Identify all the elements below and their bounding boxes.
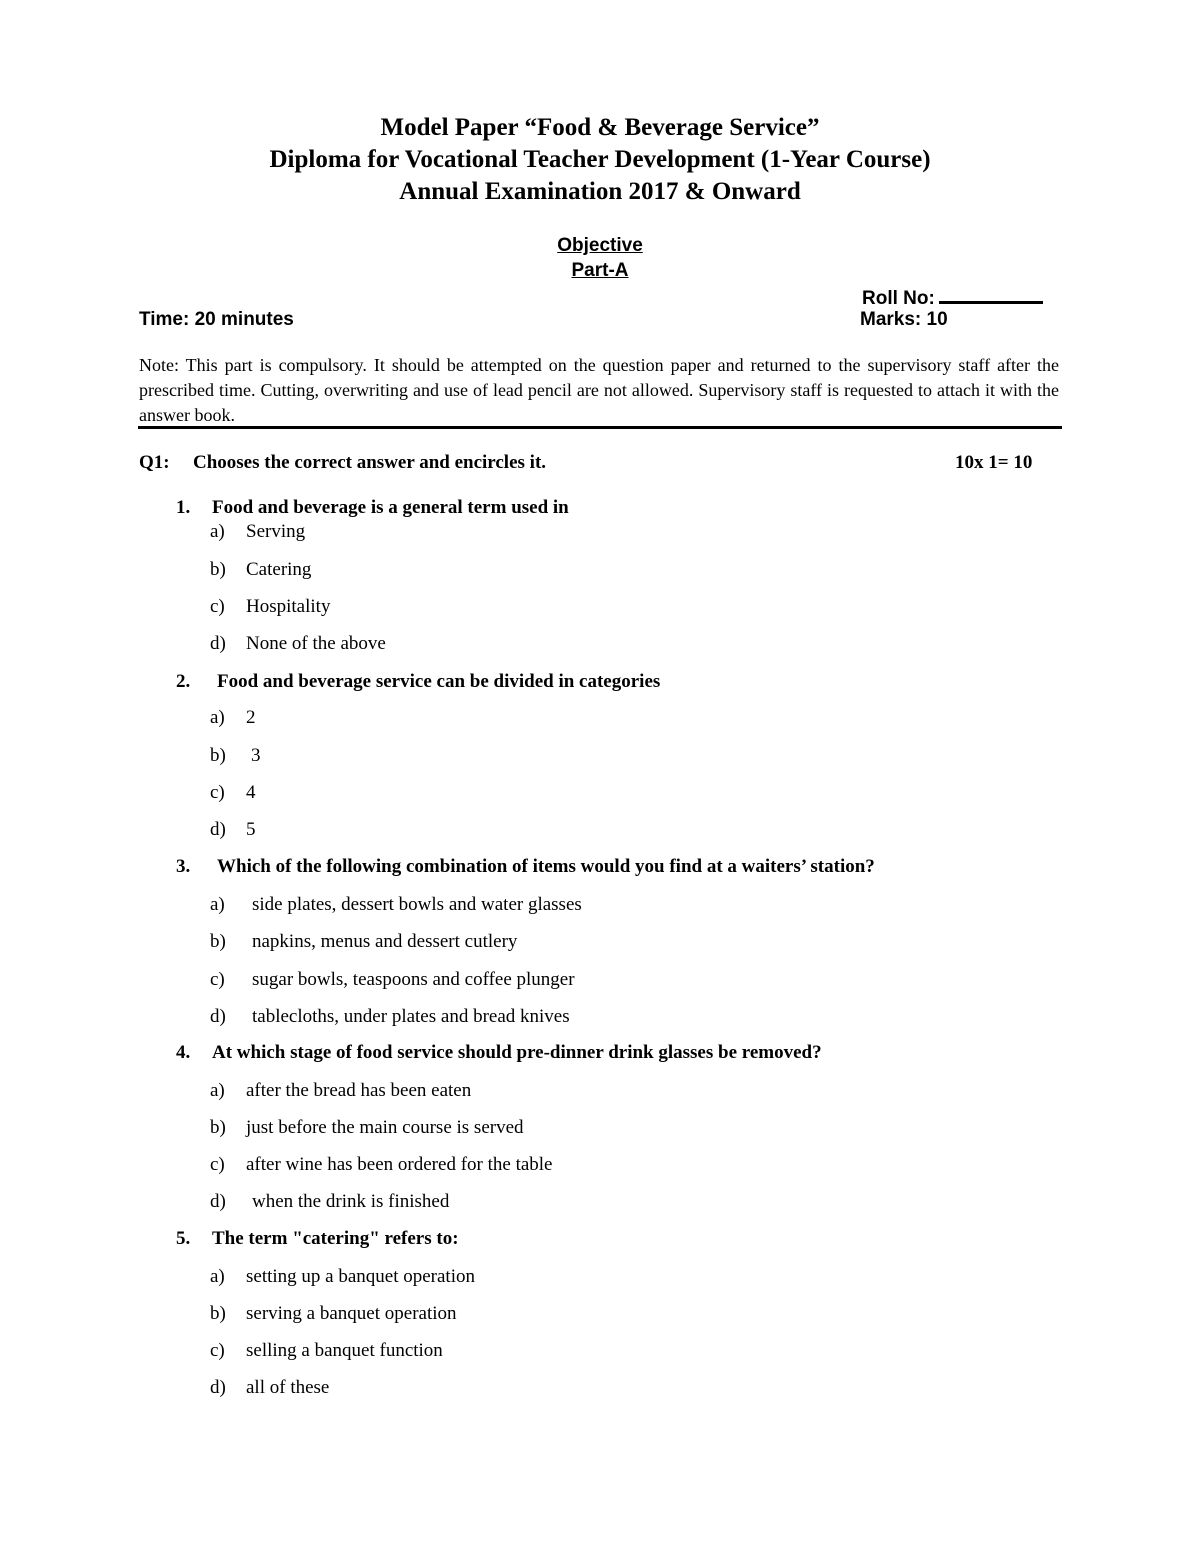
option-letter: a) [210,1080,225,1101]
option-letter: d) [210,1191,226,1212]
option-letter: c) [210,969,225,990]
title-line-3: Annual Examination 2017 & Onward [399,178,801,205]
option-letter: b) [210,1303,226,1324]
roll-number-blank[interactable] [939,283,1043,304]
paper-title [0,112,1200,208]
option-text: 4 [246,782,256,803]
option-letter: b) [210,931,226,952]
question-text: The term "catering" refers to: [212,1228,459,1249]
option-letter: a) [210,1266,225,1287]
option-text: Hospitality [246,596,331,617]
option-text: 5 [246,819,256,840]
option-text: 2 [246,707,256,728]
question-text: Food and beverage is a general term used in [212,497,569,518]
question-number: 4. [176,1042,191,1063]
option-letter: c) [210,596,225,617]
option-letter: a) [210,894,225,915]
option-letter: d) [210,819,226,840]
roll-label: Roll No: [862,288,935,309]
section-part: Part-A [571,260,629,281]
question-number: 1. [176,497,191,518]
option-text: after the bread has been eaten [246,1080,472,1101]
question-number: 5. [176,1228,191,1249]
section-objective: Objective [557,235,643,256]
option-letter: c) [210,1154,225,1175]
option-text: setting up a banquet operation [246,1266,475,1287]
option-text: 3 [251,745,261,766]
question-text: Which of the following combination of items would you find at a waiters’ station? [217,856,875,877]
option-text: serving a banquet operation [246,1303,457,1324]
option-text: all of these [246,1377,330,1398]
title-line-1: Model Paper “Food & Beverage Service” [380,114,820,141]
option-letter: d) [210,633,226,654]
divider [138,426,1062,429]
question-text: Food and beverage service can be divided in categories [217,671,661,692]
option-letter: d) [210,1006,226,1027]
question-number: 3. [176,856,191,877]
question-text: At which stage of food service should pre-dinner drink glasses be removed? [212,1042,822,1063]
option-text: side plates, dessert bowls and water glasses [252,894,582,915]
option-text: Serving [246,521,306,542]
option-letter: b) [210,1117,226,1138]
option-letter: b) [210,745,226,766]
option-text: after wine has been ordered for the table [246,1154,553,1175]
option-text: selling a banquet function [246,1340,443,1361]
option-letter: a) [210,707,225,728]
question-number: 2. [176,671,191,692]
option-text: napkins, menus and dessert cutlery [252,931,518,952]
option-letter: c) [210,1340,225,1361]
option-text: when the drink is finished [252,1191,450,1212]
instructions-note: Note: This part is compulsory. It should be attempted on the question paper and returned to the supervisory staff after the prescribed time. Cutting, overwriting and use of lead pencil are not allowed. Supervisory staff is requested to attach it with the answer book. [139,355,1059,425]
option-text: sugar bowls, teaspoons and coffee plunger [252,969,575,990]
option-letter: c) [210,782,225,803]
option-text: tablecloths, under plates and bread knives [252,1006,570,1027]
option-letter: b) [210,559,226,580]
option-letter: d) [210,1377,226,1398]
option-letter: a) [210,521,225,542]
question-instruction: Chooses the correct answer and encircles it. [193,452,547,473]
total-marks: Marks: 10 [860,309,948,330]
question-marks: 10x 1= 10 [955,452,1033,473]
option-text: None of the above [246,633,386,654]
question-heading [139,452,546,474]
question-number: Q1: [139,452,170,473]
option-text: Catering [246,559,312,580]
roll-number [862,283,1043,310]
title-line-2: Diploma for Vocational Teacher Development (1-Year Course) [269,146,931,173]
option-text: just before the main course is served [246,1117,524,1138]
time-allowed: Time: 20 minutes [139,309,294,330]
